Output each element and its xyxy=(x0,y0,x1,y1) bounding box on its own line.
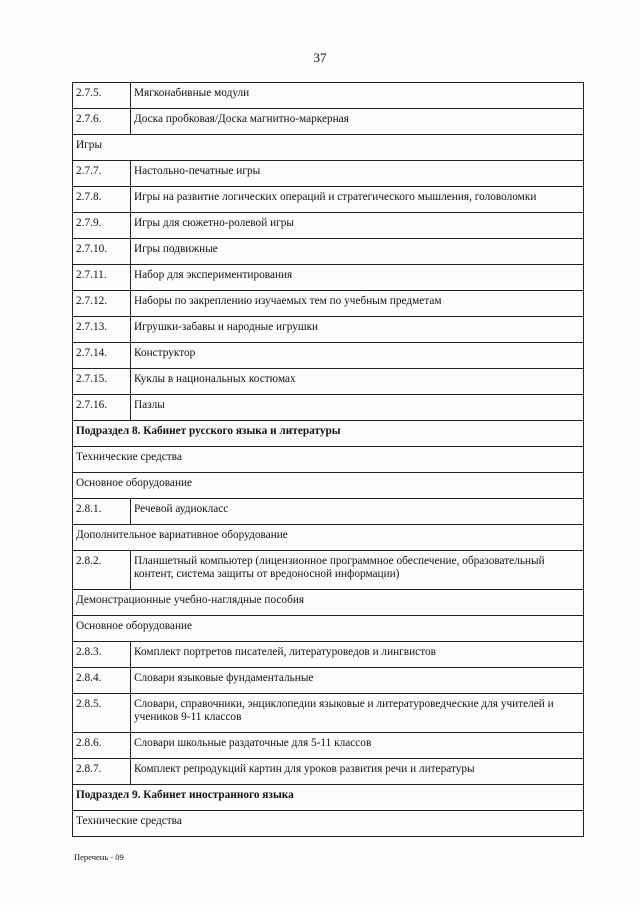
item-description: Наборы по закреплению изучаемых тем по учебным предметам xyxy=(131,291,584,317)
item-number: 2.7.9. xyxy=(73,213,131,239)
item-number: 2.7.6. xyxy=(73,109,131,135)
item-description: Конструктор xyxy=(131,343,584,369)
item-description: Речевой аудиокласс xyxy=(131,499,584,525)
item-description: Пазлы xyxy=(131,395,584,421)
item-number: 2.7.11. xyxy=(73,265,131,291)
table-row xyxy=(73,668,584,694)
table-row xyxy=(73,551,584,590)
section-label-row xyxy=(73,447,584,473)
section-label: Основное оборудование xyxy=(73,616,584,642)
item-description: Игры подвижные xyxy=(131,239,584,265)
section-label-row xyxy=(73,811,584,837)
table-row xyxy=(73,83,584,109)
section-label: Дополнительное вариативное оборудование xyxy=(73,525,584,551)
subsection-heading-row xyxy=(73,421,584,447)
item-description: Словари школьные раздаточные для 5-11 классов xyxy=(131,733,584,759)
item-number: 2.7.13. xyxy=(73,317,131,343)
table-row xyxy=(73,642,584,668)
item-number: 2.8.2. xyxy=(73,551,131,590)
item-number: 2.8.4. xyxy=(73,668,131,694)
table-row xyxy=(73,369,584,395)
table-row xyxy=(73,499,584,525)
item-number: 2.7.14. xyxy=(73,343,131,369)
table-row xyxy=(73,265,584,291)
subsection-heading-row xyxy=(73,785,584,811)
section-label: Технические средства xyxy=(73,447,584,473)
page-footer: Перечень - 09 xyxy=(74,852,124,862)
item-description: Набор для экспериментирования xyxy=(131,265,584,291)
item-number: 2.7.8. xyxy=(73,187,131,213)
item-description: Словари языковые фундаментальные xyxy=(131,668,584,694)
item-description: Доска пробковая/Доска магнитно-маркерная xyxy=(131,109,584,135)
item-description: Куклы в национальных костюмах xyxy=(131,369,584,395)
item-number: 2.7.12. xyxy=(73,291,131,317)
item-description: Игрушки-забавы и народные игрушки xyxy=(131,317,584,343)
section-label: Технические средства xyxy=(73,811,584,837)
table-row xyxy=(73,161,584,187)
item-description: Словари, справочники, энциклопедии языковые и литературоведческие для учителей и учеников 9-11 классов xyxy=(131,694,584,733)
item-description: Игры на развитие логических операций и стратегического мышления, головоломки xyxy=(131,187,584,213)
item-number: 2.8.6. xyxy=(73,733,131,759)
item-description: Мягконабивные модули xyxy=(131,83,584,109)
subsection-heading: Подраздел 8. Кабинет русского языка и литературы xyxy=(73,421,584,447)
item-description: Игры для сюжетно-ролевой игры xyxy=(131,213,584,239)
table-row xyxy=(73,343,584,369)
section-label-row xyxy=(73,473,584,499)
table-row xyxy=(73,759,584,785)
table-row xyxy=(73,239,584,265)
section-label-row xyxy=(73,616,584,642)
table-row xyxy=(73,733,584,759)
table-row xyxy=(73,109,584,135)
item-number: 2.8.5. xyxy=(73,694,131,733)
item-number: 2.8.1. xyxy=(73,499,131,525)
table-row xyxy=(73,694,584,733)
table-row xyxy=(73,395,584,421)
item-description: Комплект портретов писателей, литературоведов и лингвистов xyxy=(131,642,584,668)
section-label-row xyxy=(73,525,584,551)
section-label: Основное оборудование xyxy=(73,473,584,499)
section-label-row xyxy=(73,135,584,161)
item-number: 2.7.16. xyxy=(73,395,131,421)
equipment-table xyxy=(72,82,584,837)
subsection-heading: Подраздел 9. Кабинет иностранного языка xyxy=(73,785,584,811)
table-row xyxy=(73,213,584,239)
section-label-row xyxy=(73,590,584,616)
item-number: 2.7.15. xyxy=(73,369,131,395)
item-description: Настольно-печатные игры xyxy=(131,161,584,187)
item-number: 2.7.5. xyxy=(73,83,131,109)
item-number: 2.7.7. xyxy=(73,161,131,187)
equipment-table-body xyxy=(73,83,584,837)
table-row xyxy=(73,317,584,343)
page-number: 37 xyxy=(313,50,327,65)
section-label: Игры xyxy=(73,135,584,161)
item-description: Комплект репродукций картин для уроков развития речи и литературы xyxy=(131,759,584,785)
table-row xyxy=(73,291,584,317)
item-description: Планшетный компьютер (лицензионное программное обеспечение, образовательный контент, система защиты от вредоносной информации) xyxy=(131,551,584,590)
item-number: 2.8.3. xyxy=(73,642,131,668)
section-label: Демонстрационные учебно-наглядные пособия xyxy=(73,590,584,616)
item-number: 2.8.7. xyxy=(73,759,131,785)
table-row xyxy=(73,187,584,213)
item-number: 2.7.10. xyxy=(73,239,131,265)
